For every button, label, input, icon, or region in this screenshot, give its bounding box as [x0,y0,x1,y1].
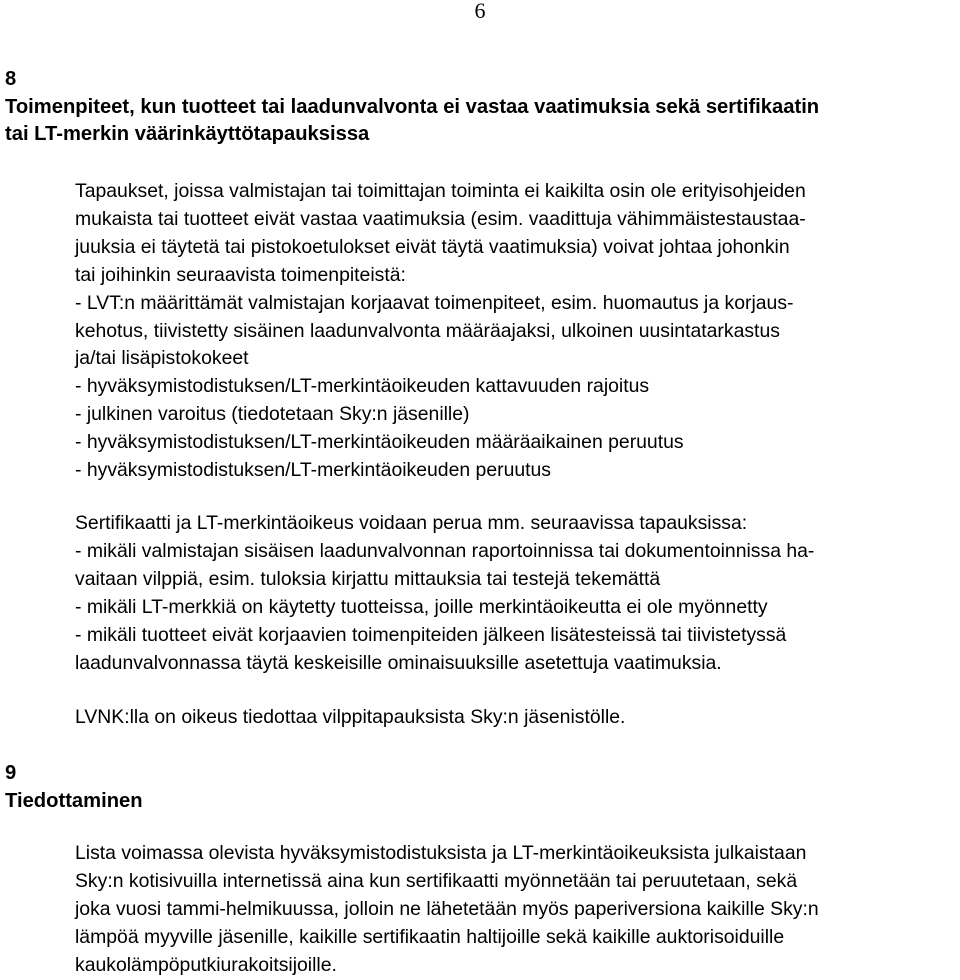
section-title: Tiedottaminen [5,789,143,812]
page-number: 6 [474,0,486,23]
text-line: kehotus, tiivistetty sisäinen laadunvalvonta määräajaksi, ulkoinen uusintatarkastus [75,319,780,342]
text-line: tai joihinkin seuraavista toimenpiteistä: [75,263,406,286]
text-line: Tapaukset, joissa valmistajan tai toimittajan toiminta ei kaikilta osin ole erityisohjeiden [75,180,806,202]
paragraph-disclosure [75,704,625,732]
text-line: mukaista tai tuotteet eivät vastaa vaatimuksia (esim. vaadittuja vähimmäistestaustaa- [75,207,806,230]
paragraph-measures [75,178,806,485]
text-line: laadunvalvonnassa täytä keskeisille ominaisuuksille asetettuja vaatimuksia. [75,651,722,674]
section-title-line: Toimenpiteet, kun tuotteet tai laadunvalvonta ei vastaa vaatimuksia sekä sertifikaatin [5,95,820,118]
paragraph-revocation [75,510,814,677]
text-line: Sertifikaatti ja LT-merkintäoikeus voidaan perua mm. seuraavissa tapauksissa: [75,512,748,534]
text-line: ja/tai lisäpistokokeet [75,347,249,370]
list-item: - LVT:n määrittämät valmistajan korjaavat toimenpiteet, esim. huomautus ja korjaus- [75,291,794,314]
text-line: juuksia ei täytetä tai pistokoetulokset eivät täytä vaatimuksia) voivat johtaa johonkin [75,235,790,258]
list-item: - hyväksymistodistuksen/LT-merkintäoikeuden kattavuuden rajoitus [75,375,650,398]
text-line: joka vuosi tammi-helmikuussa, jolloin ne lähetetään myös paperiversiona kaikille Sky:n [75,897,819,920]
section-number: 8 [5,68,17,90]
text-line: lämpöä myyville jäsenille, kaikille sertifikaatin haltijoille sekä kaikille auktorisoiduille [75,925,785,948]
paragraph-publication [75,840,819,980]
section-number: 9 [5,762,17,784]
text-line: kaukolämpöputkiurakoitsijoille. [75,953,337,976]
section-8-heading [5,66,819,149]
text-line: vaitaan vilppiä, esim. tuloksia kirjattu mittauksia tai testejä tekemättä [75,567,661,590]
list-item: - julkinen varoitus (tiedotetaan Sky:n jäsenille) [75,403,470,426]
text-line: LVNK:lla on oikeus tiedottaa vilppitapauksista Sky:n jäsenistölle. [75,706,626,728]
list-item: - hyväksymistodistuksen/LT-merkintäoikeuden määräaikainen peruutus [75,431,684,454]
text-line: Lista voimassa olevista hyväksymistodistuksista ja LT-merkintäoikeuksista julkaistaan [75,842,807,864]
list-item: - mikäli valmistajan sisäisen laadunvalvonnan raportoinnissa tai dokumentoinnissa ha- [75,539,815,562]
list-item: - mikäli tuotteet eivät korjaavien toimenpiteiden jälkeen lisätesteissä tai tiivistetyssä [75,623,787,646]
section-title-line: tai LT-merkin väärinkäyttötapauksissa [5,123,370,145]
text-line: Sky:n kotisivuilla internetissä aina kun sertifikaatti myönnetään tai peruutetaan, sekä [75,869,798,892]
section-9-heading [5,760,143,815]
list-item: - hyväksymistodistuksen/LT-merkintäoikeuden peruutus [75,459,552,482]
list-item: - mikäli LT-merkkiä on käytetty tuotteissa, joille merkintäoikeutta ei ole myönnetty [75,595,768,618]
